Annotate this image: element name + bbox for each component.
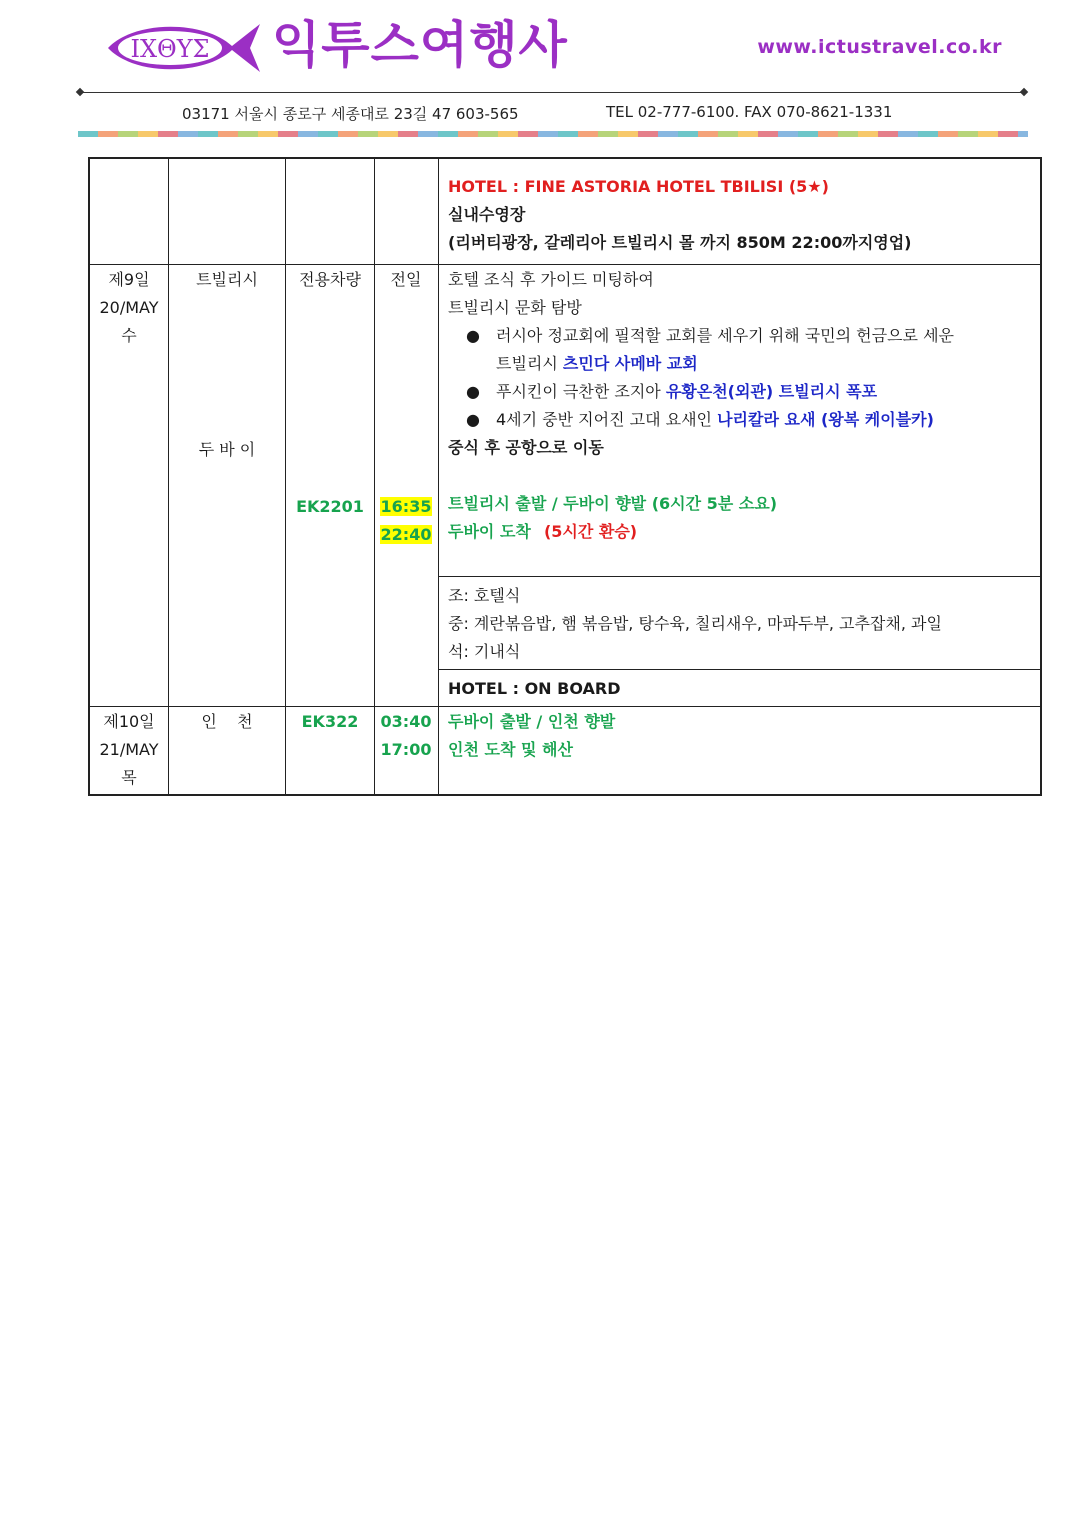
bullet-icon: ● — [466, 326, 480, 345]
day9-place1: 트빌리시 — [196, 270, 258, 289]
bullet-icon: ● — [466, 410, 480, 429]
company-address: 03171 서울시 종로구 세종대로 23길 47 603-565 — [182, 105, 519, 123]
day9-bullet3: ● 4세기 중반 지어진 고대 요새인 나리칼라 요새 (왕복 케이블카) — [448, 406, 1038, 434]
day10-date-cell — [90, 708, 168, 792]
company-name: 익투스여행사 — [272, 16, 568, 74]
day9-schedule — [448, 266, 1038, 546]
day9-transit: (5시간 환승) — [543, 522, 638, 541]
day9-transport: 전용차량 — [299, 270, 361, 289]
sight-tsminda-sameba: 츠민다 사메바 교회 — [562, 354, 698, 373]
day9-time-label: 전일 — [390, 270, 422, 289]
day9-bullet1: ● 러시아 정교회에 필적할 교회를 세우기 위해 국민의 헌금으로 세운 — [448, 322, 1038, 350]
day10-dep-time: 03:40 — [380, 712, 432, 731]
day9-dinner: 석: 기내식 — [448, 642, 521, 661]
day9-day: 제9일 — [108, 270, 150, 289]
day9-line2: 트빌리시 문화 탐방 — [448, 298, 582, 317]
sight-narikala-fortress: 나리칼라 요새 (왕복 케이블카) — [717, 410, 934, 429]
rule-end-right — [1020, 88, 1028, 96]
day8-hotel: HOTEL : FINE ASTORIA HOTEL TBILISI (5★) — [448, 177, 829, 196]
day10-weekday: 목 — [121, 768, 137, 787]
day9-flight-number: EK2201 — [296, 497, 364, 516]
day9-weekday: 수 — [121, 326, 137, 345]
day10-arrival: 인천 도착 및 해산 — [448, 740, 573, 759]
day9-lunch-move: 중식 후 공항으로 이동 — [448, 438, 604, 457]
day10-schedule — [448, 708, 1038, 764]
day10-flight-number: EK322 — [301, 712, 359, 731]
day10-arr-time: 17:00 — [380, 740, 432, 759]
day10-day: 제10일 — [103, 712, 155, 731]
day9-place2: 두 바 이 — [198, 440, 256, 459]
day9-meals — [448, 582, 1038, 666]
ichthys-fish-logo — [104, 16, 264, 80]
day9-lunch: 중: 계란볶음밥, 햄 볶음밥, 탕수육, 칠리새우, 마파두부, 고추잡채, 과일 — [448, 614, 942, 633]
day8-hotel-block — [448, 173, 1038, 257]
day9-arr-time: 22:40 — [380, 525, 432, 544]
day9-date-cell — [90, 266, 168, 350]
header-rule — [80, 92, 1025, 93]
day8-hotel-note: (리버티광장, 갈레리아 트빌리시 몰 까지 850M 22:00까지영업) — [448, 233, 912, 252]
day9-dep-time: 16:35 — [380, 497, 432, 516]
sight-sulfur-baths: 유황온천(외관) 트빌리시 폭포 — [665, 382, 878, 401]
day10-place: 인 천 — [201, 712, 253, 731]
rule-end-left — [76, 88, 84, 96]
day9-line1: 호텔 조식 후 가이드 미팅하여 — [448, 270, 654, 289]
day9-departure: 트빌리시 출발 / 두바이 향발 (6시간 5분 소요) — [448, 494, 778, 513]
day9-bullet1-cont: 트빌리시 츠민다 사메바 교회 — [496, 354, 698, 373]
day9-hotel: HOTEL : ON BOARD — [448, 679, 621, 698]
day9-arrival: 두바이 도착 — [448, 522, 531, 541]
company-phone-fax: TEL 02-777-6100. FAX 070-8621-1331 — [606, 103, 893, 121]
day10-departure: 두바이 출발 / 인천 향발 — [448, 712, 616, 731]
day9-date: 20/MAY — [99, 298, 159, 317]
day9-flight-times — [375, 493, 437, 549]
website-link[interactable]: www.ictustravel.co.kr — [757, 36, 1002, 58]
day10-date: 21/MAY — [99, 740, 159, 759]
svg-text:ΙΧΘΥΣ: ΙΧΘΥΣ — [130, 35, 210, 63]
day10-flight-times — [375, 708, 437, 764]
day9-bullet2: ● 푸시킨이 극찬한 조지아 유황온천(외관) 트빌리시 폭포 — [448, 378, 1038, 406]
itinerary-table — [88, 157, 1042, 796]
decorative-stripe — [78, 131, 1028, 137]
bullet-icon: ● — [466, 382, 480, 401]
day9-breakfast: 조: 호텔식 — [448, 586, 521, 605]
day8-facility: 실내수영장 — [448, 205, 526, 224]
